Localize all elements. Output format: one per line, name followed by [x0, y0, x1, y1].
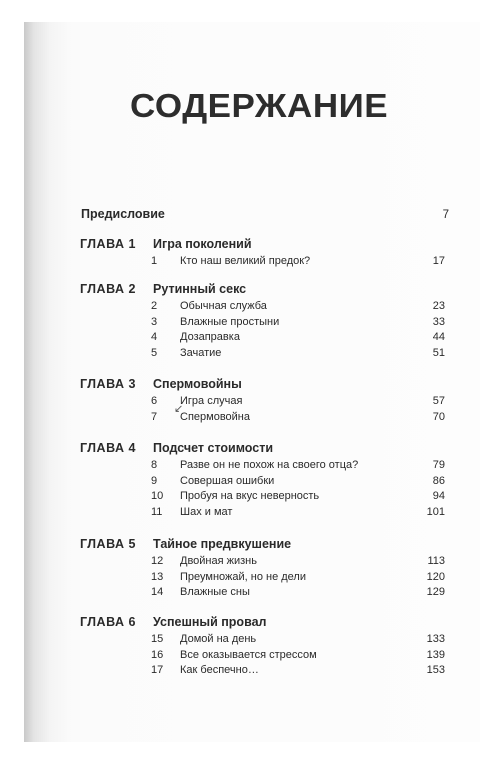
- entry-page: 57: [432, 395, 445, 407]
- entry-page: 44: [432, 331, 445, 344]
- entry-number: 17: [151, 664, 164, 677]
- entry-number: 12: [151, 555, 164, 567]
- chapter-header: [0, 237, 496, 255]
- toc-entry: [0, 347, 496, 363]
- chapter-label: ГЛАВА 6: [80, 615, 136, 629]
- entry-title: Пробуя на вкус неверность: [180, 490, 320, 503]
- toc-entry: [0, 316, 496, 332]
- entry-number: 13: [151, 570, 164, 583]
- chapter-header: [0, 282, 496, 300]
- entry-title: Как беспечно…: [180, 664, 259, 677]
- entry-number: 15: [151, 633, 164, 645]
- entry-page: 51: [432, 347, 445, 360]
- entry-number: 8: [151, 459, 158, 471]
- toc-entry: [0, 459, 496, 475]
- chapter-header: [0, 441, 496, 459]
- toc-entry: [0, 411, 496, 427]
- entry-number: 7: [151, 410, 158, 423]
- toc-entry: [0, 255, 496, 271]
- entry-page: 33: [432, 315, 445, 328]
- entry-page: 86: [432, 474, 445, 487]
- toc-entry: [0, 586, 496, 602]
- toc-entry: [0, 490, 496, 506]
- toc-entry: [0, 395, 496, 411]
- entry-title: Шах и мат: [180, 506, 233, 519]
- chapter-header: [0, 537, 496, 555]
- entry-page: 70: [432, 410, 445, 423]
- entry-page: 113: [427, 555, 445, 567]
- chapter-label: ГЛАВА 2: [80, 282, 136, 296]
- toc-entry: [0, 555, 496, 571]
- entry-page: 129: [426, 586, 445, 599]
- toc-entry: [0, 506, 496, 522]
- chapter-title: Спермовойны: [153, 377, 242, 391]
- entry-number: 3: [151, 315, 158, 328]
- entry-page: 94: [432, 490, 445, 503]
- chapter-5: [0, 537, 496, 602]
- entry-number: 16: [151, 648, 164, 661]
- entry-page: 139: [426, 648, 445, 661]
- preface-row: [81, 205, 449, 221]
- entry-number: 4: [151, 331, 158, 344]
- toc-entry: [0, 331, 496, 347]
- chapter-title: Рутинный секс: [153, 282, 247, 296]
- chapter-header: [0, 615, 496, 633]
- chapter-title: Тайное предвкушение: [153, 537, 292, 551]
- toc-entry: [0, 475, 496, 491]
- chapter-3: [0, 377, 496, 426]
- entry-title: Двойная жизнь: [180, 555, 257, 567]
- entry-title: Дозаправка: [180, 331, 240, 344]
- entry-page: 153: [426, 664, 445, 677]
- entry-title: Игра случая: [180, 395, 243, 407]
- preface-label: Предисловие: [81, 207, 165, 221]
- chapter-title: Подсчет стоимости: [153, 441, 274, 455]
- entry-title: Преумножай, но не дели: [180, 570, 306, 583]
- chapter-label: ГЛАВА 3: [80, 377, 136, 391]
- entry-title: Влажные простыни: [180, 315, 280, 328]
- chapter-label: ГЛАВА 5: [80, 537, 136, 551]
- entry-number: 2: [151, 300, 158, 312]
- entry-page: 133: [426, 633, 445, 645]
- entry-page: 23: [432, 300, 445, 312]
- toc-entry: [0, 300, 496, 316]
- chapter-6: [0, 615, 496, 680]
- entry-page: 101: [426, 506, 445, 519]
- entry-number: 6: [151, 395, 158, 407]
- chapter-header: [0, 377, 496, 395]
- preface-page: 7: [442, 209, 449, 221]
- toc-entry: [0, 664, 496, 680]
- chapter-1: [0, 237, 496, 271]
- entry-title: Разве он не похож на своего отца?: [180, 459, 359, 471]
- pencil-mark-icon: ↙: [174, 403, 184, 415]
- entry-title: Зачатие: [180, 347, 222, 360]
- toc-entry: [0, 649, 496, 665]
- chapter-label: ГЛАВА 1: [80, 237, 136, 251]
- entry-page: 17: [432, 255, 445, 267]
- entry-page: 120: [426, 570, 445, 583]
- chapter-4: [0, 441, 496, 522]
- chapter-title: Успешный провал: [153, 615, 267, 629]
- entry-page: 79: [432, 459, 445, 471]
- entry-title: Спермовойна: [180, 410, 250, 423]
- entry-number: 10: [151, 490, 164, 503]
- entry-title: Влажные сны: [180, 586, 250, 599]
- entry-number: 14: [151, 586, 164, 599]
- entry-number: 5: [151, 347, 158, 360]
- entry-title: Совершая ошибки: [180, 474, 275, 487]
- chapter-title: Игра поколений: [153, 237, 252, 251]
- chapter-2: [0, 282, 496, 363]
- entry-title: Обычная служба: [180, 300, 267, 312]
- chapter-label: ГЛАВА 4: [80, 441, 136, 455]
- entry-title: Кто наш великий предок?: [180, 255, 311, 267]
- entry-number: 1: [151, 255, 158, 267]
- entry-title: Все оказывается стрессом: [180, 648, 317, 661]
- toc-entry: [0, 571, 496, 587]
- page-title: СОДЕРЖАНИЕ: [130, 87, 389, 124]
- entry-title: Домой на день: [180, 633, 257, 645]
- entry-number: 11: [151, 506, 163, 519]
- toc-entry: [0, 633, 496, 649]
- entry-number: 9: [151, 474, 158, 487]
